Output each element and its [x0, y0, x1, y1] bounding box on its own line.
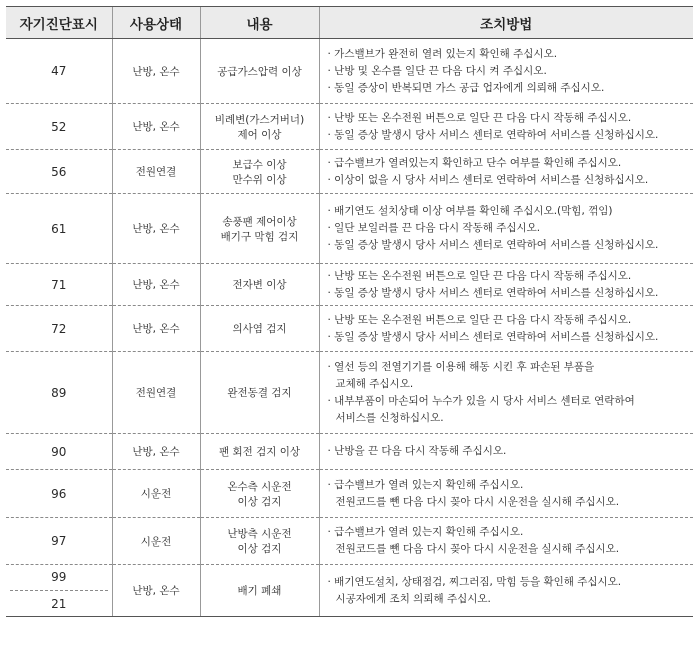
content-line: 보급수 이상 [232, 158, 287, 171]
code-value-secondary: 21 [51, 597, 67, 611]
content-line: 비례변(가스거버너) [214, 113, 305, 126]
action-item: · 동일 증상이 반복되면 가스 공급 업자에게 의뢰해 주십시오. [327, 81, 605, 94]
self-diagnosis-code: 71 [6, 264, 112, 306]
content-line: 제어 이상 [237, 128, 282, 141]
action-method [319, 565, 693, 617]
action-method [319, 306, 693, 352]
action-item-continued: 교체해 주십시오. [335, 377, 414, 390]
content-line: 난방측 시운전 [227, 528, 292, 540]
content-line: 팬 회전 검지 이상 [218, 446, 300, 458]
action-item: · 난방을 끈 다음 다시 작동해 주십시오. [327, 445, 507, 457]
usage-state: 난방, 온수 [112, 434, 200, 470]
action-method [319, 150, 693, 194]
action-method [319, 39, 693, 104]
action-item: · 가스밸브가 완전히 열려 있는지 확인해 주십시오. [327, 47, 558, 60]
fault-content [200, 39, 319, 104]
table-row [6, 470, 693, 518]
content-line: 이상 검지 [237, 543, 282, 555]
self-diagnosis-code: 47 [6, 39, 112, 104]
action-method [319, 352, 693, 434]
fault-content [200, 434, 319, 470]
action-method [319, 434, 693, 470]
usage-state: 난방, 온수 [112, 565, 200, 617]
error-code-table [6, 6, 693, 617]
self-diagnosis-code [6, 565, 112, 617]
usage-state: 전원연결 [112, 150, 200, 194]
usage-state: 난방, 온수 [112, 39, 200, 104]
action-item: · 동일 증상 발생시 당사 서비스 센터로 연락하여 서비스를 신청하십시오. [327, 286, 659, 299]
content-line: 배기구 막힘 검지 [220, 230, 299, 243]
action-item: · 일단 보일러를 끈 다음 다시 작동해 주십시오. [327, 222, 541, 234]
usage-state: 시운전 [112, 518, 200, 565]
usage-state: 시운전 [112, 470, 200, 518]
content-line: 이상 검지 [237, 495, 282, 508]
fault-content [200, 518, 319, 565]
self-diagnosis-code: 96 [6, 470, 112, 518]
table-header-row [6, 7, 693, 39]
action-method [319, 518, 693, 565]
fault-content [200, 565, 319, 617]
table-row [6, 306, 693, 352]
action-method [319, 194, 693, 264]
action-item: · 급수밸브가 열려 있는지 확인해 주십시오. [327, 478, 524, 491]
fault-content [200, 150, 319, 194]
table-row [6, 434, 693, 470]
action-method [319, 104, 693, 150]
fault-content [200, 264, 319, 306]
table-row [6, 150, 693, 194]
self-diagnosis-code: 56 [6, 150, 112, 194]
table-row [6, 264, 693, 306]
header-action-method: 조치방법 [319, 7, 693, 39]
action-item: · 열선 등의 전열기기를 이용해 해동 시킨 후 파손된 부품을 [327, 360, 595, 373]
action-item-continued: 전원코드를 뺀 다음 다시 꽂아 다시 시운전을 실시해 주십시오. [335, 495, 620, 508]
action-method [319, 470, 693, 518]
action-item-continued: 서비스를 신청하십시오. [335, 411, 444, 424]
action-item: · 동일 증상 발생시 당사 서비스 센터로 연락하여 서비스를 신청하십시오. [327, 128, 659, 141]
table-row [6, 104, 693, 150]
usage-state: 난방, 온수 [112, 264, 200, 306]
code-value: 99 [10, 570, 108, 591]
content-line: 송풍팬 제어이상 [222, 215, 297, 228]
action-item: · 동일 증상 발생시 당사 서비스 센터로 연락하여 서비스를 신청하십시오. [327, 239, 659, 251]
action-item: · 배기연도 설치상태 이상 여부를 확인해 주십시오.(막힘, 꺾임) [327, 205, 613, 217]
fault-content [200, 194, 319, 264]
fault-content [200, 470, 319, 518]
fault-content [200, 306, 319, 352]
header-usage-state: 사용상태 [112, 7, 200, 39]
self-diagnosis-code: 90 [6, 434, 112, 470]
content-line: 만수위 이상 [232, 173, 287, 186]
self-diagnosis-code: 61 [6, 194, 112, 264]
action-item: · 난방 및 온수를 일단 끈 다음 다시 켜 주십시오. [327, 64, 547, 77]
action-item: · 난방 또는 온수전원 버튼으로 일단 끈 다음 다시 작동해 주십시오. [327, 269, 632, 282]
table-row [6, 194, 693, 264]
usage-state: 전원연결 [112, 352, 200, 434]
fault-content [200, 352, 319, 434]
content-line: 공급가스압력 이상 [217, 65, 302, 78]
header-content: 내용 [200, 7, 319, 39]
content-line: 배기 폐쇄 [237, 585, 282, 597]
action-item-continued: 시공자에게 조치 의뢰해 주십시오. [335, 592, 491, 605]
usage-state: 난방, 온수 [112, 104, 200, 150]
usage-state: 난방, 온수 [112, 306, 200, 352]
table-row [6, 39, 693, 104]
self-diagnosis-code: 89 [6, 352, 112, 434]
table-row [6, 565, 693, 617]
table-row [6, 518, 693, 565]
content-line: 의사염 검지 [232, 323, 287, 335]
usage-state: 난방, 온수 [112, 194, 200, 264]
action-item: · 내부부품이 마손되어 누수가 있을 시 당사 서비스 센터로 연락하여 [327, 394, 635, 407]
action-item: · 동일 증상 발생시 당사 서비스 센터로 연락하여 서비스를 신청하십시오. [327, 330, 659, 343]
action-item: · 배기연도설치, 상태점검, 찌그러짐, 막힘 등을 확인해 주십시오. [327, 575, 622, 588]
content-line: 완전동결 검지 [227, 387, 292, 399]
action-item: · 난방 또는 온수전원 버튼으로 일단 끈 다음 다시 작동해 주십시오. [327, 111, 632, 124]
action-item-continued: 전원코드를 뺀 다음 다시 꽂아 다시 시운전을 실시해 주십시오. [335, 543, 620, 555]
fault-content [200, 104, 319, 150]
action-item: · 급수밸브가 열려있는지 확인하고 단수 여부를 확인해 주십시오. [327, 156, 622, 169]
self-diagnosis-code: 52 [6, 104, 112, 150]
action-method [319, 264, 693, 306]
table-row [6, 352, 693, 434]
content-line: 온수측 시운전 [227, 480, 292, 493]
action-item: · 이상이 없을 시 당사 서비스 센터로 연락하여 서비스를 신청하십시오. [327, 173, 649, 186]
header-self-diagnosis: 자기진단표시 [6, 7, 112, 39]
action-item: · 급수밸브가 열려 있는지 확인해 주십시오. [327, 526, 524, 538]
content-line: 전자변 이상 [232, 279, 287, 291]
self-diagnosis-code: 72 [6, 306, 112, 352]
self-diagnosis-code: 97 [6, 518, 112, 565]
action-item: · 난방 또는 온수전원 버튼으로 일단 끈 다음 다시 작동해 주십시오. [327, 313, 632, 326]
